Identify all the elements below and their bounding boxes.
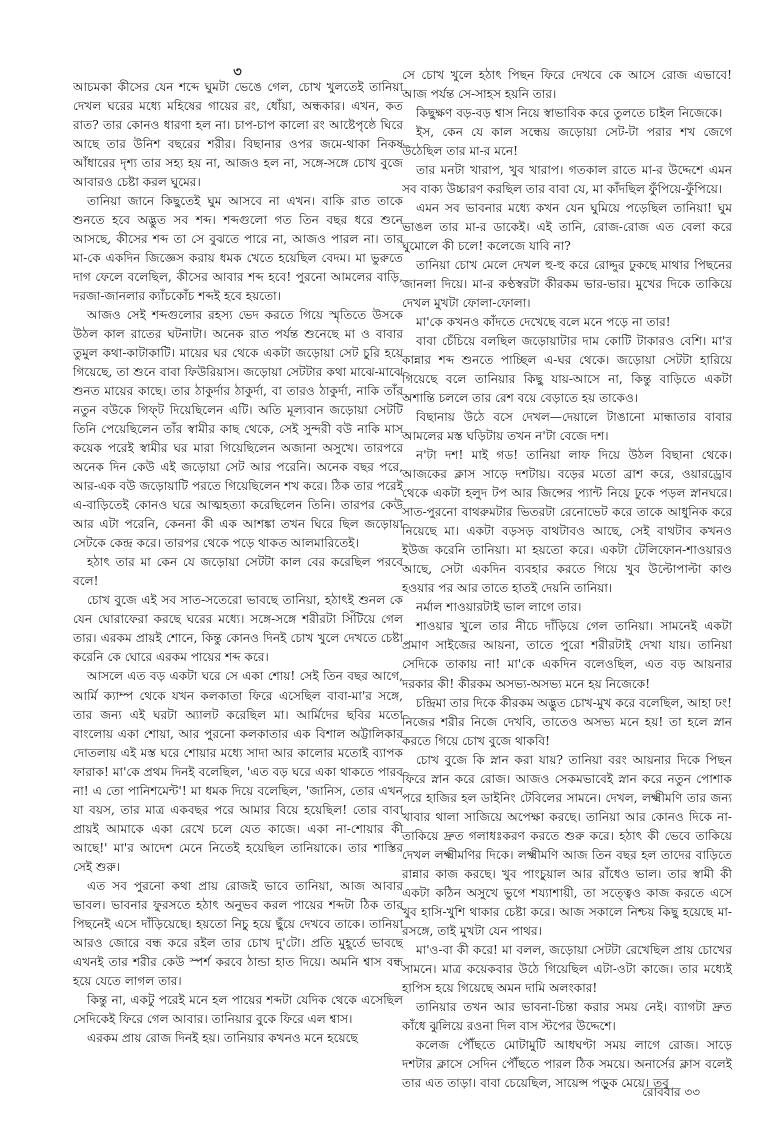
paragraph: মা'ও-বা কী করে! মা বলল, জড়োয়া সেটটা রেখেছিল প্রায় চোখের সামনে। মাত্র কয়েকবার উঠে গিয়েছিল এটা-ওটা কাজে। তার মধ্যেই হাপিস হয়ে গিয়েছে অমন দামি অলংকার! — [402, 942, 732, 995]
paragraph: হঠাৎ তার মা কেন যে জড়োয়া সেটটা কাল বের করেছিল পরবে বলে! — [73, 555, 403, 589]
paragraph: আচমকা কীসের যেন শব্দে ঘুমটা ভেঙে গেল, চোখ খুলতেই তানিয়া দেখল ঘরের মধ্যে মহিষের গায়ের রং, ধোঁয়া, অন্ধকার। এখন, কত রাত? তার কোনও ধারণা হল না। চাপ-চাপ কালো রং আষ্টেপৃষ্ঠে ঘিরে আছে তার উনিশ বছরের শরীর। বিছানার ওপর জমে-থাকা নিকষ আঁধারের দৃশ্য তার সহ্য হয় না, আজও হল না, সঙ্গে-সঙ্গে চোখ বুজে আবারও চেষ্টা করল ঘুমের। — [73, 80, 403, 190]
paragraph: ইস, কেন যে কাল সন্ধেয় জড়োয়া সেট-টা পরার শখ জেগে উঠেছিল তার মা-র মনে! — [402, 125, 732, 159]
paragraph: বিছানায় উঠে বসে দেখল—দেয়ালে টাঙানো মান্ধাতার বাবার আমলের মস্ত ঘড়িটায় তখন ন'টা বেজে দশ। — [402, 410, 732, 444]
paragraph: ন'টা দশ! মাই গড! তানিয়া লাফ দিয়ে উঠল বিছানা থেকে। আজকের ক্লাস সাড়ে দশটায়। বড়ের মতো ব্রাশ করে, ওয়ারড্রোব থেকে একটা হলুদ টপ আর জিন্সের প্যান্ট নিয়ে ঢুকে পড়ল স্নানঘরে। সাত-পুরনো বাথরুমটার ভিতরটা রেনোভেট করে তাকে আধুনিক করে নিয়েছে মা। একটা বড়সড় বাথটাবও আছে, সেই বাথটাব কখনও ইউজ করেনি তানিয়া। মা হয়তো করে। একটা টেলিফোন-শাওয়ারও আছে, সেটা একদিন ব্যবহার করতে গিয়ে খুব উল্টোপাল্টা কাণ্ড হওয়ার পর আর তাতে হাতই দেয়নি তানিয়া। — [402, 448, 732, 596]
paragraph: তার মনটা খারাপ, খুব খারাপ। গতকাল রাতে মা-র উদ্দেশে এমন সব বাক্য উচ্চারণ করছিল তার বাবা যে, মা কাঁদছিল ফুঁপিয়ে-ফুঁপিয়ে। — [402, 163, 732, 197]
paragraph: এরকম প্রায় রোজ দিনই হয়। তানিয়ার কখনও মনে হয়েছে — [87, 1030, 358, 1045]
paragraph: এমন সব ভাবনার মধ্যে কখন যেন ঘুমিয়ে পড়েছিল তানিয়া! ঘুম ভাঙল তার মা-র ডাকেই। এই তানি, রোজ-রোজ এত বেলা করে ঘুমোলে কী চলে! কলেজে যাবি না? — [402, 201, 732, 254]
left-text-column — [73, 78, 403, 1048]
paragraph: কিছুক্ষণ বড়-বড় শ্বাস নিয়ে স্বাভাবিক করে তুলতে চাইল নিজেকে। — [416, 106, 723, 121]
paragraph: এত সব পুরনো কথা প্রায় রোজই ভাবে তানিয়া, আজ আবার ভাবল। ভাবনার ফুরসতে হঠাৎ অনুভব করল পায়ের শব্দটা ঠিক তার পিছনেই এসে দাঁড়িয়েছে। হয়তো নিচু হয়ে ছুঁয়ে দেখবে তাকে। তানিয়া আরও জোরে বন্ধ করে রইল তার চোখ দু'টো। প্রতি মুহূর্তে ভাবছে এখনই তার শরীর কেউ স্পর্শ করবে ঠান্ডা হাত দিয়ে। অমনি শ্বাস বন্ধ হয়ে যেতে লাগল তার। — [73, 878, 403, 988]
paragraph: মা'কে কখনও কাঁদতে দেখেছে বলে মনে পড়ে না তার! — [416, 315, 671, 330]
paragraph: তানিয়া চোখ মেলে দেখল হু-হু করে রোদ্দুর ঢুকছে মাথার পিছনের জানলা দিয়ে। মা-র কণ্ঠস্বরটা কীরকম ভার-ভার। মুখের দিকে তাকিয়ে দেখল মুখটা ফোলা-ফোলা। — [402, 258, 732, 311]
paragraph: আজও সেই শব্দগুলোর রহস্য ভেদ করতে গিয়ে স্মৃতিতে উসকে উঠল কাল রাতের ঘটনাটা। অনেক রাত পর্যন্ত শুনেছে মা ও বাবার তুমুল কথা-কাটাকাটি। মায়ের ঘর থেকে একটা জড়োয়া সেট চুরি হয়ে গিয়েছে, তা শুনে বাবা ফিউরিয়াস। জড়োয়া সেটটার কথা মাঝে-মাঝে শুনত মায়ের কাছে। তার ঠাকুর্দার ঠাকুর্দা, বা তারও ঠাকুর্দা, নাকি তাঁর নতুন বউকে গিফ্‌ট দিয়েছিলেন এটি। অতি মূল্যবান জড়োয়া সেটটি তিনি পেয়েছিলেন তাঁর স্বামীর কাছ থেকে, সেই সুন্দরী বউ নাকি মাস কয়েক পরেই স্বামীর ঘর মারা গিয়েছিলেন অজানা অসুখে। তারপরে অনেক দিন কেউ এই জড়োয়া সেট আর পরেনি। অনেক বছর পরে, আর-এক বউ জড়োয়াটি পরতে গিয়েছিলেন শখ করে। ঠিক তার পরেই এ-বাড়িতেই কোনও ঘরে আত্মহত্যা করেছিলেন তিনি। তারপর কেউ আর এটা পরেনি, কেননা কী এক আশঙ্কা তখন ঘিরে ছিল জড়োয়া সেটকে কেন্দ্র করে। তারপর থেকে পড়ে থাকত আলমারিতেই। — [73, 308, 403, 551]
page-number: ৩ — [233, 65, 242, 80]
paragraph: চোখ বুজে এই সব সাত-সতেরো ভাবছে তানিয়া, হঠাৎই শুনল কে যেন ঘোরাফেরা করছে ঘরের মধ্যে। সঙ্গে-সঙ্গে শরীরটা সিঁটিয়ে গেল তার। এরকম প্রায়ই শোনে, কিন্তু কোনও দিনই চোখ খুলে দেখতে চেষ্টা করেনি কে ঘোরে এরকম পায়ের শব্দ করে। — [73, 593, 403, 665]
paragraph: আসলে এত বড় একটা ঘরে সে একা শোয়! সেই তিন বছর আগে, আর্মি ক্যাম্প থেকে যখন কলকাতা ফিরে এসেছিল বাবা-মা'র সঙ্গে, তার জন্য এই ঘরটা অ্যালট করেছিল মা। আর্মিদের ছবির মতো বাংলোয় একা শোয়া, আর পুরনো কলকাতার এক বিশাল অট্টালিকার দোতলায় এই মস্ত ঘরে শোয়ার মধ্যে সাদা আর কালোর মতোই ব্যাপক ফারাক! মা'কে প্রথম দিনই বলেছিল, 'এত বড় ঘরে একা থাকতে পারব না! এ তো পানিশমেন্ট'! মা ধমক দিয়ে বলেছিল, 'জানিস, তোর এখন যা বয়স, তার মাত্র একবছর পরে আমার বিয়ে হয়েছিল! তোর বাবা প্রায়ই আমাকে একা রেখে চলে যেত কাজে। একা না-শোয়ার কী আছে!' মা'র আদেশ মেনে নিতেই হয়েছিল তানিয়াকে। তার শাস্তির সেই শুরু। — [73, 669, 403, 874]
paragraph: কিন্তু না, একটু পরেই মনে হল পায়ের শব্দটা যেদিক থেকে এসেছিল সেদিকেই ফিরে গেল আবার। তানিয়ার বুকে ফিরে এল শ্বাস। — [73, 992, 403, 1026]
paragraph: বাবা চেঁচিয়ে বলছিল জড়োয়াটার দাম কোটি টাকারও বেশি। মা'র কান্নার শব্দ শুনতে পাচ্ছিল এ-ঘর থেকে। জড়োয়া সেটটা হারিয়ে গিয়েছে বলে তানিয়ার কিছু যায়-আসে না, কিন্তু বাড়িতে একটা অশান্তি চললে তার রেশ বয়ে বেড়াতে হয় তাকেও। — [402, 334, 732, 406]
paragraph: চোখ বুজে কি স্নান করা যায়? তানিয়া বরং আয়নার দিকে পিছন ফিরে স্নান করে রোজ। আজও সেকমভাবেই স্নান করে নতুন পোশাক পরে হাজির হল ডাইনিং টেবিলের সামনে। দেখল, লক্ষ্মীমণি তার জন্য খাবার থালা সাজিয়ে অপেক্ষা করছে। তানিয়া আর কোনও দিকে না-তাকিয়ে দ্রুত গলাধঃকরণ করতে শুরু করে। হঠাৎ কী ভেবে তাকিয়ে দেখল লক্ষ্মীমণির দিকে। লক্ষ্মীমণি আজ তিন বছর হল তাদের বাড়িতে রান্নার কাজ করছে। খুব পাংচুয়াল আর রাঁধেও ভাল। তার স্বামী কী একটা কঠিন অসুখে ভুগে শয্যাশায়ী, তা সত্ত্বেও কাজ করতে এসে খুব হাসি-খুশি থাকার চেষ্টা করে। আজ সকালে নিশ্চয় কিছু হয়েছে মা-রসঙ্গে, তাই মুখটা যেন পাথর। — [402, 752, 732, 938]
paragraph: সে চোখ খুলে হঠাৎ পিছন ফিরে দেখবে কে আসে রোজ এভাবে! আজ পর্যন্ত সে-সাহস হয়নি তার। — [402, 68, 732, 102]
paragraph: নর্মাল শাওয়ারটাই ভাল লাগে তার। — [416, 600, 582, 615]
paragraph: তানিয়ার তখন আর ভাবনা-চিন্তা করার সময় নেই। ব্যাগটা দ্রুত কাঁধে ঝুলিয়ে রওনা দিল বাস স্টপের উদ্দেশে। — [402, 999, 732, 1033]
page-footer: রোববার ৩৩ — [642, 1085, 700, 1099]
paragraph: চন্দ্রিমা তার দিকে কীরকম অদ্ভুত চোখ-মুখ করে বলেছিল, আহা ঢং! নিজের শরীর নিজে দেখবি, তাতেও অসভ্য মনে হয়! তা হলে স্নান করতে গিয়ে চোখ বুজে থাকবি! — [402, 695, 732, 748]
paragraph: কলেজ পৌঁছতে মোটামুটি আধঘণ্টা সময় লাগে রোজ। সাড়ে দশটার ক্লাসে সেদিন পৌঁছতে পারল ঠিক সময়ে। অনার্সের ক্লাস বলেই তার এত তাড়া। বাবা চেয়েছিল, সায়েন্স পড়ুক মেয়ে। তবু — [402, 1037, 732, 1090]
right-text-column — [402, 66, 732, 1093]
paragraph: তানিয়া জানে কিছুতেই ঘুম আসবে না এখন। বাকি রাত তাকে শুনতে হবে অদ্ভুত সব শব্দ। শব্দগুলো গত তিন বছর ধরে শুনে আসছে, কীসের শব্দ তা সে বুঝতে পারে না, আজও পারল না। তার মা-কে একদিন জিজ্ঞেস করায় ধমক খেতে হয়েছিল বেদম। মা ভুরুতে দাগ ফেলে বলেছিল, কীসের আবার শব্দ হবে! পুরনো আমলের বাড়ি, দরজা-জানলার ক্যাঁচকোঁচ শব্দই হবে হয়তো। — [73, 194, 403, 304]
paragraph: শাওয়ার খুলে তার নীচে দাঁড়িয়ে গেল তানিয়া। সামনেই একটা প্রমাণ সাইজের আয়না, তাতে পুরো শরীরটাই দেখা যায়। তানিয়া সেদিকে তাকায় না! মা'কে একদিন বলেওছিল, এত বড় আয়নার দরকার কী! কীরকম অসভ্য-অসভ্য মনে হয় নিজেকে! — [402, 619, 732, 691]
